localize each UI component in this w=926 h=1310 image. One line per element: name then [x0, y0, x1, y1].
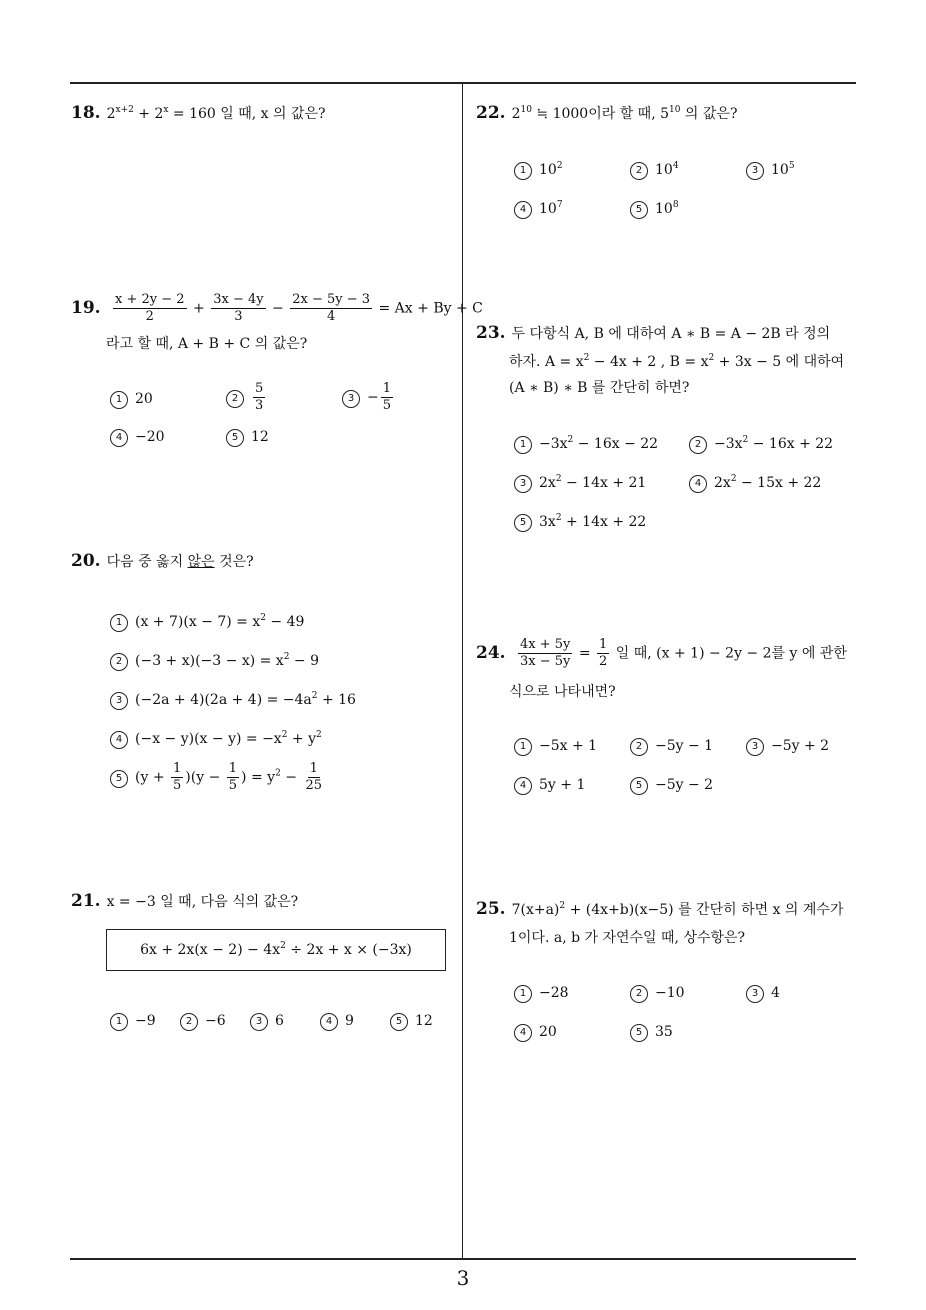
circled-four-icon: 4 — [320, 1013, 338, 1031]
choice-text: −20 — [135, 429, 165, 445]
exponent: 2 — [559, 901, 566, 911]
choice-text: 20 — [135, 391, 153, 407]
exponent: 2 — [283, 652, 290, 662]
expr: −3x — [539, 436, 568, 452]
circled-two-icon: 2 — [689, 436, 707, 454]
question-24-line2: 식으로 나타내면? — [509, 684, 616, 700]
choice-4[interactable] — [689, 475, 821, 493]
expr: 6x + 2x(x − 2) − 4x — [140, 942, 281, 958]
expr: = Ax + By + C — [378, 300, 483, 317]
exponent: x+2 — [115, 105, 134, 115]
operator: − — [272, 300, 284, 317]
circled-three-icon: 3 — [746, 985, 764, 1003]
circled-one-icon: 1 — [514, 985, 532, 1003]
question-number: 22. — [476, 103, 506, 123]
exponent: x — [163, 105, 169, 115]
expr: 2 — [106, 106, 116, 122]
circled-three-icon: 3 — [746, 162, 764, 180]
circled-four-icon: 4 — [514, 201, 532, 219]
numerator: 4x + 5y — [520, 637, 571, 652]
choice-3[interactable] — [250, 1013, 284, 1031]
question-23-line3: (A ∗ B) ∗ B 를 간단히 하면? — [509, 380, 690, 396]
choice-text: −5y + 2 — [771, 738, 830, 754]
circled-five-icon: 5 — [390, 1013, 408, 1031]
exponent: 2 — [742, 435, 749, 445]
question-24 — [476, 637, 847, 670]
fraction — [171, 761, 183, 794]
circled-one-icon: 1 — [514, 436, 532, 454]
question-text: ≒ 1000이라 할 때, 5 — [531, 106, 670, 122]
denominator: 25 — [305, 778, 322, 793]
choice-text: −5y − 1 — [655, 738, 714, 754]
exponent: 7 — [556, 200, 563, 210]
choice-5[interactable] — [630, 777, 713, 795]
expression-box — [106, 929, 446, 971]
expr: − 9 — [289, 653, 319, 669]
expr: + y — [287, 731, 316, 747]
circled-two-icon: 2 — [630, 985, 648, 1003]
bottom-rule — [70, 1258, 856, 1260]
question-25 — [476, 899, 843, 919]
choice-text: 35 — [655, 1024, 673, 1040]
fraction — [113, 292, 187, 325]
choice-4[interactable] — [514, 1024, 557, 1042]
choice-2[interactable] — [630, 985, 685, 1003]
choice-text: 10 — [539, 201, 557, 217]
question-number: 18. — [71, 103, 101, 123]
exponent: 2 — [555, 513, 562, 523]
circled-one-icon: 1 — [514, 738, 532, 756]
choice-text: 9 — [345, 1013, 354, 1029]
choice-3[interactable] — [746, 162, 795, 180]
page-number: 3 — [456, 1266, 470, 1290]
numerator: 1 — [599, 637, 608, 652]
denominator: 3 — [234, 309, 243, 324]
choice-3[interactable] — [746, 985, 780, 1003]
denominator: 4 — [327, 309, 336, 324]
question-text: = 160 일 때, x 의 값은? — [168, 106, 326, 122]
operator: + — [193, 300, 205, 317]
circled-two-icon: 2 — [630, 162, 648, 180]
operator: = — [578, 645, 591, 662]
choice-2[interactable] — [180, 1013, 226, 1031]
circled-five-icon: 5 — [514, 514, 532, 532]
choice-text: 10 — [771, 162, 789, 178]
choice-text: −6 — [205, 1013, 226, 1029]
choice-text: 20 — [539, 1024, 557, 1040]
expr: (−3 + x)(−3 − x) = x — [135, 653, 284, 669]
question-25-line2: 1이다. a, b 가 자연수일 때, 상수항은? — [509, 930, 746, 946]
choice-2[interactable] — [689, 436, 833, 454]
circled-four-icon: 4 — [110, 731, 128, 749]
exponent: 2 — [583, 353, 590, 363]
expr: (y + — [135, 769, 170, 786]
question-text: + (4x+b)(x−5) 를 간단히 하면 x 의 계수가 — [565, 902, 844, 918]
choice-5[interactable] — [390, 1013, 433, 1031]
expr: )(y − — [185, 769, 225, 786]
choice-4[interactable] — [110, 731, 322, 749]
expr: (−x − y)(x − y) = −x — [135, 731, 282, 747]
circled-three-icon: 3 — [110, 692, 128, 710]
choice-2[interactable] — [630, 162, 679, 180]
expr: + 2 — [133, 106, 164, 122]
underlined-text: 않은 — [187, 554, 215, 570]
circled-one-icon: 1 — [110, 1013, 128, 1031]
numerator: x + 2y − 2 — [115, 292, 185, 307]
choice-text: 10 — [539, 162, 557, 178]
fraction — [211, 292, 265, 325]
choice-3[interactable] — [110, 692, 356, 710]
choice-2[interactable] — [630, 738, 713, 756]
exponent: 2 — [275, 768, 281, 779]
expr: − 16x − 22 — [573, 436, 659, 452]
choice-text: −5y − 2 — [655, 777, 714, 793]
exponent: 5 — [788, 161, 795, 171]
fraction — [518, 637, 572, 670]
expr: −3x — [714, 436, 743, 452]
question-text: 의 값은? — [680, 106, 738, 122]
circled-four-icon: 4 — [110, 429, 128, 447]
circled-three-icon: 3 — [514, 475, 532, 493]
expr: 3x — [539, 514, 556, 530]
choice-4[interactable] — [320, 1013, 354, 1031]
choice-text: −10 — [655, 985, 685, 1001]
fraction — [303, 761, 324, 794]
expr: 2x — [539, 475, 556, 491]
expr: 7(x+a) — [511, 902, 560, 918]
minus-sign: − — [367, 389, 379, 406]
circled-five-icon: 5 — [110, 770, 128, 788]
fraction — [253, 381, 265, 414]
expr: − 14x + 21 — [561, 475, 647, 491]
choice-4[interactable] — [514, 777, 585, 795]
exponent: 2 — [730, 474, 737, 484]
circled-five-icon: 5 — [630, 201, 648, 219]
choice-5[interactable] — [514, 514, 646, 532]
circled-three-icon: 3 — [250, 1013, 268, 1031]
denominator: 3x − 5y — [520, 654, 571, 669]
choice-2[interactable] — [226, 381, 267, 414]
fraction — [381, 381, 393, 414]
question-text: 것은? — [214, 554, 254, 570]
question-number: 23. — [476, 323, 506, 343]
expr: − 49 — [265, 614, 305, 630]
choice-text: 12 — [251, 429, 269, 445]
choice-text: −28 — [539, 985, 569, 1001]
choice-1[interactable] — [514, 436, 658, 454]
circled-one-icon: 1 — [514, 162, 532, 180]
choice-3[interactable] — [514, 475, 646, 493]
question-21 — [71, 891, 298, 911]
question-number: 24. — [476, 642, 506, 663]
choice-1[interactable] — [514, 985, 569, 1003]
numerator: 2x − 5y − 3 — [292, 292, 371, 307]
choice-1[interactable] — [110, 391, 153, 409]
numerator: 1 — [228, 761, 238, 776]
choice-1[interactable] — [514, 162, 563, 180]
choice-text: 10 — [655, 162, 673, 178]
choice-text: 10 — [655, 201, 673, 217]
choice-3[interactable] — [342, 381, 395, 414]
exponent: 10 — [520, 105, 532, 115]
question-text: x = −3 일 때, 다음 식의 값은? — [106, 894, 299, 910]
numerator: 1 — [382, 381, 392, 396]
exponent: 2 — [555, 474, 562, 484]
choice-5[interactable] — [226, 429, 269, 447]
denominator: 5 — [228, 778, 238, 793]
denominator: 2 — [145, 309, 154, 324]
exponent: 10 — [669, 105, 681, 115]
question-23-line2 — [509, 351, 844, 371]
question-number: 25. — [476, 899, 506, 919]
question-text: 두 다항식 A, B 에 대하여 A ∗ B = A − 2B 라 정의 — [511, 326, 831, 342]
denominator: 3 — [255, 398, 264, 413]
choice-5[interactable] — [110, 761, 326, 794]
fraction — [227, 761, 239, 794]
expr: ÷ 2x + x × (−3x) — [285, 942, 412, 958]
numerator: 1 — [173, 761, 182, 776]
question-19 — [71, 292, 483, 325]
expr: − 15x + 22 — [736, 475, 822, 491]
expr: − — [280, 769, 302, 786]
exponent: 2 — [316, 730, 322, 740]
denominator: 2 — [599, 654, 608, 669]
question-text: 일 때, (x + 1) − 2y − 2를 y 에 관한 — [611, 645, 847, 662]
fraction — [290, 292, 372, 325]
choice-text: −9 — [135, 1013, 156, 1029]
circled-five-icon: 5 — [226, 429, 244, 447]
question-22 — [476, 103, 737, 123]
exponent: 2 — [708, 353, 715, 363]
question-text: − 4x + 2 , B = x — [589, 354, 709, 370]
choice-3[interactable] — [746, 738, 829, 756]
choice-text: 4 — [771, 985, 780, 1001]
question-18 — [71, 103, 326, 123]
numerator: 5 — [255, 381, 264, 396]
circled-two-icon: 2 — [180, 1013, 198, 1031]
denominator: 5 — [173, 778, 182, 793]
expr: ) = y — [241, 769, 276, 786]
circled-four-icon: 4 — [514, 1024, 532, 1042]
circled-one-icon: 1 — [110, 614, 128, 632]
exponent: 2 — [311, 691, 318, 701]
exponent: 2 — [281, 730, 288, 740]
choice-2[interactable] — [110, 653, 319, 671]
circled-two-icon: 2 — [226, 390, 244, 408]
circled-one-icon: 1 — [110, 391, 128, 409]
circled-three-icon: 3 — [342, 390, 360, 408]
choice-text: 6 — [275, 1013, 284, 1029]
choice-1[interactable] — [110, 614, 304, 632]
circled-four-icon: 4 — [689, 475, 707, 493]
expr: 2x — [714, 475, 731, 491]
question-text: 하자. A = x — [509, 354, 584, 370]
exponent: 4 — [672, 161, 679, 171]
circled-four-icon: 4 — [514, 777, 532, 795]
question-20 — [71, 551, 254, 571]
choice-text: 12 — [415, 1013, 433, 1029]
choice-text: −5x + 1 — [539, 738, 598, 754]
choice-1[interactable] — [110, 1013, 156, 1031]
circled-five-icon: 5 — [630, 1024, 648, 1042]
exponent: 2 — [556, 161, 563, 171]
question-text: + 3x − 5 에 대하여 — [714, 354, 845, 370]
expr: + 14x + 22 — [561, 514, 647, 530]
circled-two-icon: 2 — [630, 738, 648, 756]
expr: + 16 — [317, 692, 356, 708]
question-23 — [476, 323, 830, 343]
circled-three-icon: 3 — [746, 738, 764, 756]
choice-text: 5y + 1 — [539, 777, 586, 793]
circled-two-icon: 2 — [110, 653, 128, 671]
numerator: 3x − 4y — [213, 292, 264, 307]
column-divider — [462, 83, 463, 1259]
denominator: 5 — [382, 398, 392, 413]
exponent: 2 — [260, 613, 266, 623]
exponent: 2 — [567, 435, 574, 445]
numerator: 1 — [309, 761, 318, 776]
choice-5[interactable] — [630, 201, 679, 219]
expr: − 16x + 22 — [748, 436, 834, 452]
question-number: 19. — [71, 297, 101, 318]
choice-5[interactable] — [630, 1024, 673, 1042]
question-number: 21. — [71, 891, 101, 911]
choice-1[interactable] — [514, 738, 597, 756]
expr: 2 — [511, 106, 521, 122]
exponent: 2 — [280, 941, 286, 951]
fraction — [597, 637, 609, 670]
expr: (x + 7)(x − 7) = x — [135, 614, 261, 630]
exponent: 8 — [672, 200, 679, 210]
choice-4[interactable] — [110, 429, 165, 447]
question-19-line2: 라고 할 때, A + B + C 의 값은? — [106, 336, 308, 352]
expr: (−2a + 4)(2a + 4) = −4a — [135, 692, 312, 708]
question-number: 20. — [71, 551, 101, 571]
choice-4[interactable] — [514, 201, 563, 219]
question-text: 다음 중 옳지 — [106, 554, 188, 570]
circled-five-icon: 5 — [630, 777, 648, 795]
